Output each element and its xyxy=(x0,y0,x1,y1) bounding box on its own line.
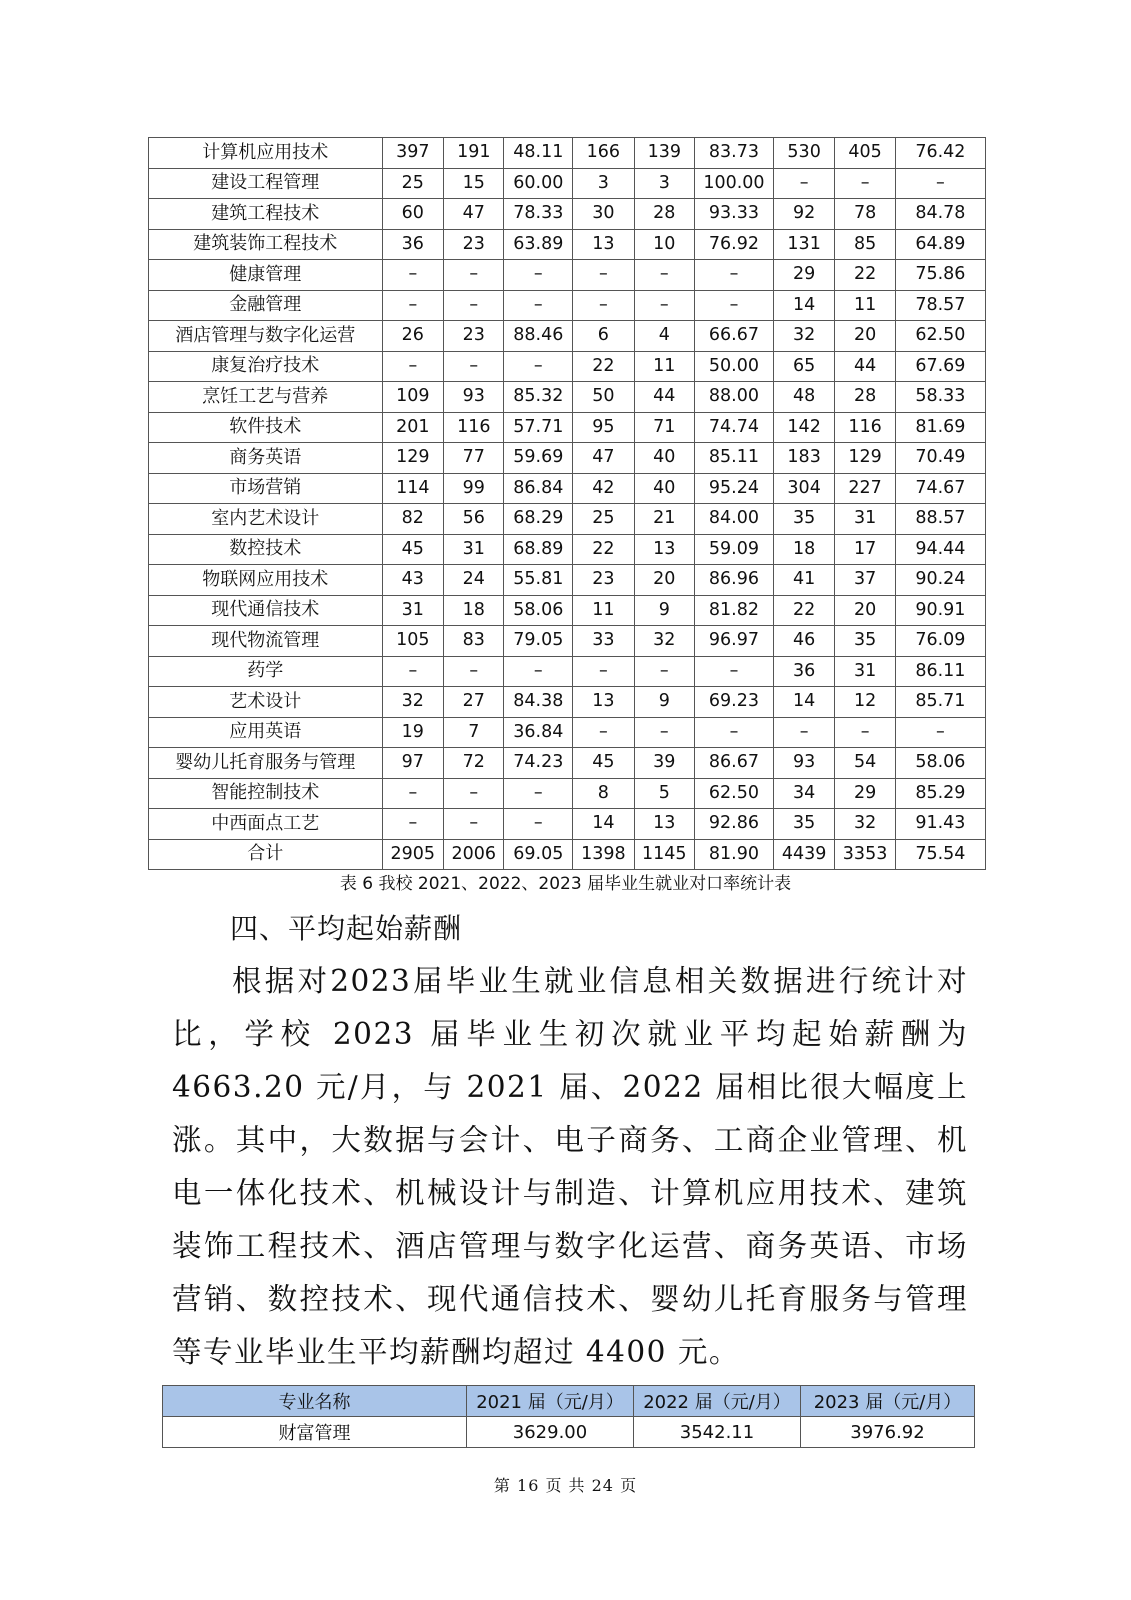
value-cell: 10 xyxy=(634,229,694,260)
table-header-row xyxy=(163,1386,975,1417)
value-cell: 397 xyxy=(382,138,443,169)
value-cell: 34 xyxy=(773,778,834,809)
value-cell: – xyxy=(382,260,443,291)
value-cell: 18 xyxy=(444,595,504,626)
value-cell: 9 xyxy=(634,687,694,718)
value-cell: 90.24 xyxy=(895,565,985,596)
value-cell: 93.33 xyxy=(695,199,774,230)
value-cell: 43 xyxy=(382,565,443,596)
table-row xyxy=(149,351,986,382)
value-cell: 7 xyxy=(444,717,504,748)
value-cell: 25 xyxy=(382,168,443,199)
value-cell: 35 xyxy=(773,504,834,535)
value-cell: 90.91 xyxy=(895,595,985,626)
value-cell: 14 xyxy=(773,687,834,718)
table-row xyxy=(149,504,986,535)
value-cell: 74.74 xyxy=(695,412,774,443)
value-cell: 93 xyxy=(444,382,504,413)
value-cell: 88.57 xyxy=(895,504,985,535)
value-cell: 96.97 xyxy=(695,626,774,657)
major-name-cell: 数控技术 xyxy=(149,534,383,565)
value-cell: 29 xyxy=(773,260,834,291)
value-cell: 35 xyxy=(835,626,895,657)
table-row xyxy=(149,229,986,260)
table-row xyxy=(149,138,986,169)
value-cell: 45 xyxy=(382,534,443,565)
value-cell: 68.29 xyxy=(504,504,573,535)
value-cell: 131 xyxy=(773,229,834,260)
table-caption: 表 6 我校 2021、2022、2023 届毕业生就业对口率统计表 xyxy=(339,874,792,894)
value-cell: – xyxy=(695,260,774,291)
salary-cell: 3629.00 xyxy=(467,1417,634,1448)
value-cell: 9 xyxy=(634,595,694,626)
value-cell: 27 xyxy=(444,687,504,718)
value-cell: 3353 xyxy=(835,839,895,870)
value-cell: 88.46 xyxy=(504,321,573,352)
table-row xyxy=(149,290,986,321)
starting-salary-table xyxy=(162,1385,975,1448)
value-cell: 76.42 xyxy=(895,138,985,169)
value-cell: – xyxy=(695,290,774,321)
value-cell: 100.00 xyxy=(695,168,774,199)
value-cell: – xyxy=(773,717,834,748)
value-cell: 64.89 xyxy=(895,229,985,260)
value-cell: 5 xyxy=(634,778,694,809)
value-cell: 191 xyxy=(444,138,504,169)
value-cell: 33 xyxy=(573,626,634,657)
value-cell: 85.29 xyxy=(895,778,985,809)
value-cell: 40 xyxy=(634,443,694,474)
table-row xyxy=(149,382,986,413)
value-cell: – xyxy=(382,809,443,840)
value-cell: – xyxy=(382,351,443,382)
value-cell: 55.81 xyxy=(504,565,573,596)
table-row xyxy=(149,260,986,291)
value-cell: 78 xyxy=(835,199,895,230)
major-name-cell: 酒店管理与数字化运营 xyxy=(149,321,383,352)
value-cell: 23 xyxy=(573,565,634,596)
value-cell: 82 xyxy=(382,504,443,535)
value-cell: 72 xyxy=(444,748,504,779)
major-name-cell: 艺术设计 xyxy=(149,687,383,718)
value-cell: 42 xyxy=(573,473,634,504)
value-cell: 84.38 xyxy=(504,687,573,718)
major-name-cell: 婴幼儿托育服务与管理 xyxy=(149,748,383,779)
value-cell: 58.33 xyxy=(895,382,985,413)
value-cell: 95.24 xyxy=(695,473,774,504)
table-row xyxy=(149,687,986,718)
value-cell: 129 xyxy=(382,443,443,474)
column-header: 专业名称 xyxy=(163,1386,467,1417)
table-row xyxy=(149,534,986,565)
value-cell: 3 xyxy=(634,168,694,199)
value-cell: 183 xyxy=(773,443,834,474)
value-cell: 58.06 xyxy=(504,595,573,626)
table-row xyxy=(149,473,986,504)
value-cell: 54 xyxy=(835,748,895,779)
value-cell: – xyxy=(504,351,573,382)
total-row xyxy=(149,839,986,870)
value-cell: 86.84 xyxy=(504,473,573,504)
major-name-cell: 健康管理 xyxy=(149,260,383,291)
value-cell: – xyxy=(835,168,895,199)
value-cell: 2905 xyxy=(382,839,443,870)
value-cell: 22 xyxy=(835,260,895,291)
value-cell: 58.06 xyxy=(895,748,985,779)
value-cell: 105 xyxy=(382,626,443,657)
value-cell: 18 xyxy=(773,534,834,565)
value-cell: – xyxy=(634,717,694,748)
value-cell: 11 xyxy=(573,595,634,626)
value-cell: 26 xyxy=(382,321,443,352)
major-name-cell: 金融管理 xyxy=(149,290,383,321)
table-row xyxy=(149,748,986,779)
value-cell: 28 xyxy=(634,199,694,230)
value-cell: 405 xyxy=(835,138,895,169)
value-cell: 227 xyxy=(835,473,895,504)
value-cell: 25 xyxy=(573,504,634,535)
major-name-cell: 烹饪工艺与营养 xyxy=(149,382,383,413)
value-cell: 75.54 xyxy=(895,839,985,870)
value-cell: 20 xyxy=(835,595,895,626)
value-cell: 78.33 xyxy=(504,199,573,230)
value-cell: 36.84 xyxy=(504,717,573,748)
value-cell: 74.23 xyxy=(504,748,573,779)
value-cell: – xyxy=(835,717,895,748)
value-cell: 92 xyxy=(773,199,834,230)
major-name-cell: 建筑装饰工程技术 xyxy=(149,229,383,260)
major-name-cell: 康复治疗技术 xyxy=(149,351,383,382)
value-cell: 74.67 xyxy=(895,473,985,504)
value-cell: 6 xyxy=(573,321,634,352)
value-cell: 85 xyxy=(835,229,895,260)
major-name-cell: 智能控制技术 xyxy=(149,778,383,809)
value-cell: – xyxy=(773,168,834,199)
starting-salary-table-body xyxy=(163,1386,975,1448)
value-cell: 79.05 xyxy=(504,626,573,657)
major-name-cell: 应用英语 xyxy=(149,717,383,748)
table-row xyxy=(149,595,986,626)
value-cell: 36 xyxy=(382,229,443,260)
table-row xyxy=(149,656,986,687)
value-cell: 116 xyxy=(444,412,504,443)
value-cell: 11 xyxy=(835,290,895,321)
value-cell: 11 xyxy=(634,351,694,382)
value-cell: 60 xyxy=(382,199,443,230)
value-cell: 32 xyxy=(835,809,895,840)
table-row xyxy=(149,717,986,748)
value-cell: 304 xyxy=(773,473,834,504)
value-cell: 14 xyxy=(573,809,634,840)
value-cell: 28 xyxy=(835,382,895,413)
value-cell: 48.11 xyxy=(504,138,573,169)
value-cell: 71 xyxy=(634,412,694,443)
value-cell: – xyxy=(695,656,774,687)
value-cell: 31 xyxy=(382,595,443,626)
major-name-cell: 建筑工程技术 xyxy=(149,199,383,230)
value-cell: 31 xyxy=(835,504,895,535)
employment-match-table xyxy=(148,137,986,870)
value-cell: – xyxy=(504,260,573,291)
value-cell: 57.71 xyxy=(504,412,573,443)
value-cell: 59.09 xyxy=(695,534,774,565)
value-cell: 17 xyxy=(835,534,895,565)
value-cell: 114 xyxy=(382,473,443,504)
value-cell: 62.50 xyxy=(895,321,985,352)
value-cell: 85.71 xyxy=(895,687,985,718)
table-row xyxy=(149,809,986,840)
major-name-cell: 财富管理 xyxy=(163,1417,467,1448)
body-paragraph: 根据对2023届毕业生就业信息相关数据进行统计对比，学校 2023 届毕业生初次就业平均起始薪酬为 4663.20 元/月，与 2021 届、2022 届相比很大幅度上涨。其中，大数据与会计、电子商务、工商企业管理、机电一体化技术、机械设计与制造、计算机应用技术、建筑装饰工程技术、酒店管理与数字化运营、商务英语、市场营销、数控技术、现代通信技术、婴幼儿托育服务与管理等专业毕业生平均薪酬均超过 4400 元。 xyxy=(172,964,968,1369)
value-cell: 86.67 xyxy=(695,748,774,779)
value-cell: 12 xyxy=(835,687,895,718)
table-row xyxy=(149,199,986,230)
value-cell: 56 xyxy=(444,504,504,535)
value-cell: 22 xyxy=(573,351,634,382)
salary-cell: 3542.11 xyxy=(634,1417,801,1448)
value-cell: 3 xyxy=(573,168,634,199)
value-cell: 44 xyxy=(634,382,694,413)
value-cell: 30 xyxy=(573,199,634,230)
value-cell: 24 xyxy=(444,565,504,596)
value-cell: 45 xyxy=(573,748,634,779)
value-cell: – xyxy=(573,717,634,748)
value-cell: 50.00 xyxy=(695,351,774,382)
value-cell: 75.86 xyxy=(895,260,985,291)
value-cell: 530 xyxy=(773,138,834,169)
value-cell: – xyxy=(695,717,774,748)
value-cell: 142 xyxy=(773,412,834,443)
table-row xyxy=(149,168,986,199)
value-cell: 48 xyxy=(773,382,834,413)
major-name-cell: 药学 xyxy=(149,656,383,687)
value-cell: 32 xyxy=(382,687,443,718)
value-cell: 94.44 xyxy=(895,534,985,565)
value-cell: – xyxy=(573,260,634,291)
value-cell: 84.00 xyxy=(695,504,774,535)
value-cell: 13 xyxy=(634,534,694,565)
value-cell: 22 xyxy=(773,595,834,626)
value-cell: 29 xyxy=(835,778,895,809)
major-name-cell: 室内艺术设计 xyxy=(149,504,383,535)
value-cell: – xyxy=(382,656,443,687)
value-cell: 63.89 xyxy=(504,229,573,260)
value-cell: 1145 xyxy=(634,839,694,870)
value-cell: 129 xyxy=(835,443,895,474)
value-cell: – xyxy=(634,260,694,291)
value-cell: 95 xyxy=(573,412,634,443)
value-cell: – xyxy=(382,290,443,321)
value-cell: – xyxy=(504,809,573,840)
salary-cell: 3976.92 xyxy=(801,1417,975,1448)
value-cell: 32 xyxy=(773,321,834,352)
value-cell: – xyxy=(634,656,694,687)
table-row xyxy=(149,626,986,657)
employment-match-table-body xyxy=(149,138,986,870)
value-cell: 97 xyxy=(382,748,443,779)
value-cell: 59.69 xyxy=(504,443,573,474)
major-name-cell: 中西面点工艺 xyxy=(149,809,383,840)
value-cell: 76.92 xyxy=(695,229,774,260)
major-name-cell: 商务英语 xyxy=(149,443,383,474)
value-cell: – xyxy=(444,290,504,321)
value-cell: 50 xyxy=(573,382,634,413)
value-cell: 8 xyxy=(573,778,634,809)
value-cell: 15 xyxy=(444,168,504,199)
value-cell: – xyxy=(895,717,985,748)
value-cell: – xyxy=(504,778,573,809)
value-cell: 76.09 xyxy=(895,626,985,657)
table-row xyxy=(149,565,986,596)
value-cell: 66.67 xyxy=(695,321,774,352)
major-name-cell: 市场营销 xyxy=(149,473,383,504)
value-cell: 1398 xyxy=(573,839,634,870)
value-cell: 86.11 xyxy=(895,656,985,687)
value-cell: 13 xyxy=(573,229,634,260)
value-cell: – xyxy=(895,168,985,199)
value-cell: 20 xyxy=(835,321,895,352)
value-cell: 62.50 xyxy=(695,778,774,809)
value-cell: 44 xyxy=(835,351,895,382)
value-cell: – xyxy=(444,260,504,291)
value-cell: – xyxy=(504,656,573,687)
value-cell: 41 xyxy=(773,565,834,596)
value-cell: 37 xyxy=(835,565,895,596)
value-cell: 31 xyxy=(835,656,895,687)
value-cell: – xyxy=(504,290,573,321)
value-cell: 84.78 xyxy=(895,199,985,230)
table-row xyxy=(149,321,986,352)
value-cell: 91.43 xyxy=(895,809,985,840)
value-cell: 40 xyxy=(634,473,694,504)
value-cell: 13 xyxy=(634,809,694,840)
value-cell: 201 xyxy=(382,412,443,443)
value-cell: 4 xyxy=(634,321,694,352)
section-heading: 四、平均起始薪酬 xyxy=(230,912,463,945)
value-cell: 139 xyxy=(634,138,694,169)
value-cell: 116 xyxy=(835,412,895,443)
value-cell: – xyxy=(573,656,634,687)
value-cell: 14 xyxy=(773,290,834,321)
value-cell: 68.89 xyxy=(504,534,573,565)
major-name-cell: 现代物流管理 xyxy=(149,626,383,657)
value-cell: 23 xyxy=(444,229,504,260)
value-cell: 93 xyxy=(773,748,834,779)
value-cell: 77 xyxy=(444,443,504,474)
value-cell: 36 xyxy=(773,656,834,687)
column-header: 2023 届（元/月） xyxy=(801,1386,975,1417)
major-name-cell: 计算机应用技术 xyxy=(149,138,383,169)
column-header: 2021 届（元/月） xyxy=(467,1386,634,1417)
value-cell: – xyxy=(382,778,443,809)
table-row xyxy=(149,778,986,809)
value-cell: 23 xyxy=(444,321,504,352)
value-cell: 85.32 xyxy=(504,382,573,413)
value-cell: 99 xyxy=(444,473,504,504)
value-cell: 86.96 xyxy=(695,565,774,596)
major-name-cell: 物联网应用技术 xyxy=(149,565,383,596)
value-cell: – xyxy=(634,290,694,321)
value-cell: 21 xyxy=(634,504,694,535)
page-number: 第 16 页 共 24 页 xyxy=(493,1476,638,1495)
major-name-cell: 现代通信技术 xyxy=(149,595,383,626)
value-cell: 46 xyxy=(773,626,834,657)
value-cell: 69.05 xyxy=(504,839,573,870)
value-cell: 47 xyxy=(444,199,504,230)
value-cell: 22 xyxy=(573,534,634,565)
value-cell: 4439 xyxy=(773,839,834,870)
value-cell: 83.73 xyxy=(695,138,774,169)
value-cell: 67.69 xyxy=(895,351,985,382)
major-name-cell: 合计 xyxy=(149,839,383,870)
value-cell: 35 xyxy=(773,809,834,840)
column-header: 2022 届（元/月） xyxy=(634,1386,801,1417)
table-row xyxy=(149,443,986,474)
value-cell: 92.86 xyxy=(695,809,774,840)
value-cell: 2006 xyxy=(444,839,504,870)
value-cell: 69.23 xyxy=(695,687,774,718)
value-cell: 47 xyxy=(573,443,634,474)
table-row xyxy=(149,412,986,443)
value-cell: 88.00 xyxy=(695,382,774,413)
value-cell: 109 xyxy=(382,382,443,413)
value-cell: 31 xyxy=(444,534,504,565)
value-cell: 81.69 xyxy=(895,412,985,443)
value-cell: – xyxy=(444,656,504,687)
value-cell: 81.82 xyxy=(695,595,774,626)
value-cell: 70.49 xyxy=(895,443,985,474)
value-cell: 20 xyxy=(634,565,694,596)
value-cell: 19 xyxy=(382,717,443,748)
value-cell: – xyxy=(444,778,504,809)
value-cell: 81.90 xyxy=(695,839,774,870)
table-row xyxy=(163,1417,975,1448)
value-cell: 83 xyxy=(444,626,504,657)
value-cell: 32 xyxy=(634,626,694,657)
value-cell: 78.57 xyxy=(895,290,985,321)
value-cell: 39 xyxy=(634,748,694,779)
value-cell: – xyxy=(573,290,634,321)
value-cell: 60.00 xyxy=(504,168,573,199)
major-name-cell: 软件技术 xyxy=(149,412,383,443)
value-cell: 85.11 xyxy=(695,443,774,474)
value-cell: 166 xyxy=(573,138,634,169)
value-cell: 13 xyxy=(573,687,634,718)
value-cell: 65 xyxy=(773,351,834,382)
major-name-cell: 建设工程管理 xyxy=(149,168,383,199)
value-cell: – xyxy=(444,351,504,382)
value-cell: – xyxy=(444,809,504,840)
